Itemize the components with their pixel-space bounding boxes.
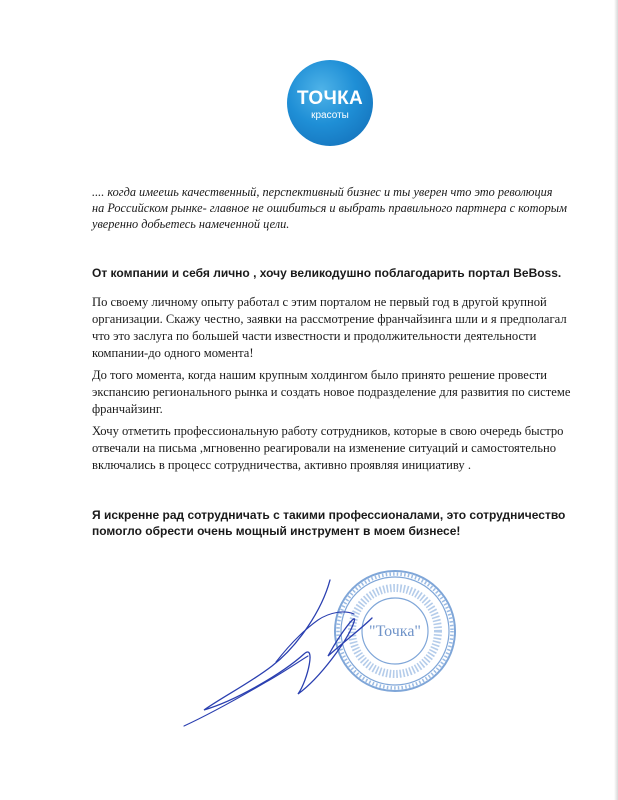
closing-statement (92, 507, 592, 539)
logo-sub-text: красоты (311, 110, 349, 121)
paragraph-staff (92, 423, 592, 474)
paragraph-line: Хочу отметить профессиональную работу сотрудников, которые в свою очередь быстро (92, 424, 564, 438)
paragraph-experience (92, 294, 592, 362)
paragraph-line: компании-до одного момента! (92, 346, 254, 360)
stamp-center-text: "Точка" (369, 623, 421, 640)
paragraph-line: экспансию регионального рынка и создать новое подразделение для развития по системе (92, 385, 571, 399)
letter-heading: От компании и себя лично , хочу великодушно поблагодарить портал BeBoss. (92, 266, 562, 280)
signature (180, 570, 440, 730)
page-edge-shadow (614, 0, 618, 800)
intro-line: .... когда имеешь качественный, перспективный бизнес и ты уверен что это революция (92, 185, 553, 199)
intro-line: уверенно добьетесь намеченной цели. (92, 217, 290, 231)
company-logo (287, 60, 373, 146)
paragraph-line: организации. Скажу честно, заявки на рассмотрение франчайзинга шли и я предполагал (92, 312, 567, 326)
intro-quote (92, 184, 592, 232)
paragraph-line: отвечали на письма ,мгновенно реагировали на изменение ситуаций и самостоятельно (92, 441, 557, 455)
logo-main-text: ТОЧКА (296, 88, 364, 109)
paragraph-line: По своему личному опыту работал с этим порталом не первый год в другой крупной (92, 295, 547, 309)
paragraph-line: что это заслуга по большей части известности и продолжительности деятельности (92, 329, 537, 343)
paragraph-line: До того момента, когда нашим крупным холдингом было принято решение провести (92, 368, 547, 382)
paragraph-line: включались в процесс сотрудничества, активно проявляя инициативу . (92, 458, 472, 472)
closing-line: помогло обрести очень мощный инструмент в моем бизнесе! (92, 524, 461, 538)
paragraph-line: франчайзинг. (92, 402, 163, 416)
paragraph-expansion (92, 367, 592, 418)
closing-line: Я искренне рад сотрудничать с такими профессионалами, это сотрудничество (92, 508, 566, 522)
intro-line: на Российском рынке- главное не ошибиться и выбрать правильного партнера с которым (92, 201, 567, 215)
